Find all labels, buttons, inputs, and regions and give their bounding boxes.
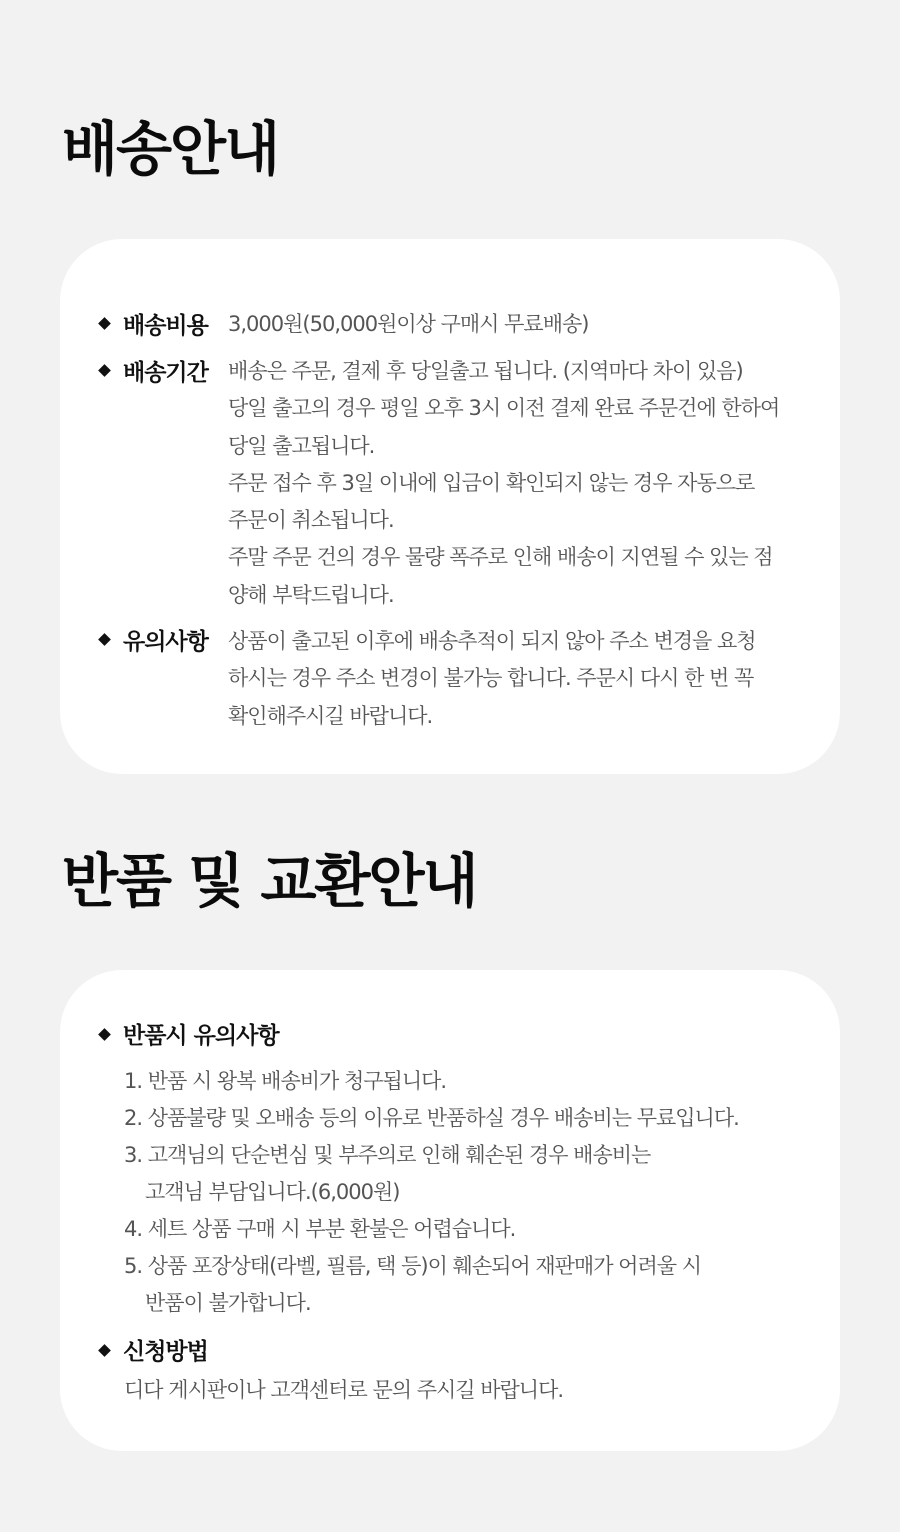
shipping-section-title: 배송안내 [62, 115, 279, 183]
returns-section-title: 반품 및 교환안내 [62, 847, 477, 915]
request-method-heading: 신청방법 [123, 1339, 208, 1365]
returns-info-card [60, 970, 840, 1451]
text-line: 확인해주시길 바랍니다. [228, 703, 433, 728]
text-line: 주말 주문 건의 경우 물량 폭주로 인해 배송이 지연될 수 있는 점 [228, 545, 773, 570]
list-item: 고객님 부담입니다.(6,000원) [145, 1180, 400, 1204]
shipping-period-label: 배송기간 [123, 360, 208, 386]
shipping-cost-label: 배송비용 [123, 313, 208, 339]
diamond-bullet-icon [98, 1344, 111, 1357]
text-line: 배송은 주문, 결제 후 당일출고 됩니다. (지역마다 차이 있음) [228, 359, 743, 383]
shipping-notice-text [228, 623, 756, 735]
shipping-notice-label: 유의사항 [123, 629, 208, 655]
list-item: 3. 고객님의 단순변심 및 부주의로 인해 훼손된 경우 배송비는 [124, 1143, 651, 1167]
text-line: 양해 부탁드립니다. [228, 582, 394, 607]
list-item: 2. 상품불량 및 오배송 등의 이유로 반품하실 경우 배송비는 무료입니다. [124, 1106, 739, 1130]
text-line: 주문 접수 후 3일 이내에 입금이 확인되지 않는 경우 자동으로 [228, 470, 755, 495]
return-notice-heading: 반품시 유의사항 [123, 1023, 279, 1049]
list-item: 반품이 불가합니다. [145, 1291, 311, 1315]
text-line: 주문이 취소됩니다. [228, 508, 394, 533]
request-method-text: 디다 게시판이나 고객센터로 문의 주시길 바랍니다. [124, 1378, 564, 1402]
list-item: 1. 반품 시 왕복 배송비가 청구됩니다. [124, 1069, 447, 1093]
text-line: 상품이 출고된 이후에 배송추적이 되지 않아 주소 변경을 요청 [228, 629, 756, 653]
list-item: 5. 상품 포장상태(라벨, 필름, 택 등)이 훼손되어 재판매가 어려울 시 [124, 1254, 701, 1278]
text-line: 하시는 경우 주소 변경이 불가능 합니다. 주문시 다시 한 번 꼭 [228, 666, 754, 691]
shipping-period-text [228, 353, 779, 614]
diamond-bullet-icon [98, 1028, 111, 1041]
text-line: 당일 출고의 경우 평일 오후 3시 이전 결제 완료 주문건에 한하여 [228, 396, 780, 421]
diamond-bullet-icon [98, 364, 111, 377]
diamond-bullet-icon [98, 317, 111, 330]
shipping-info-card [60, 239, 840, 774]
diamond-bullet-icon [98, 633, 111, 646]
text-line: 당일 출고됩니다. [228, 433, 375, 458]
text-line: 3,000원(50,000원이상 구매시 무료배송) [228, 312, 589, 336]
list-item: 4. 세트 상품 구매 시 부분 환불은 어렵습니다. [124, 1217, 516, 1241]
shipping-cost-text [228, 306, 588, 343]
return-notice-list [124, 1063, 739, 1322]
